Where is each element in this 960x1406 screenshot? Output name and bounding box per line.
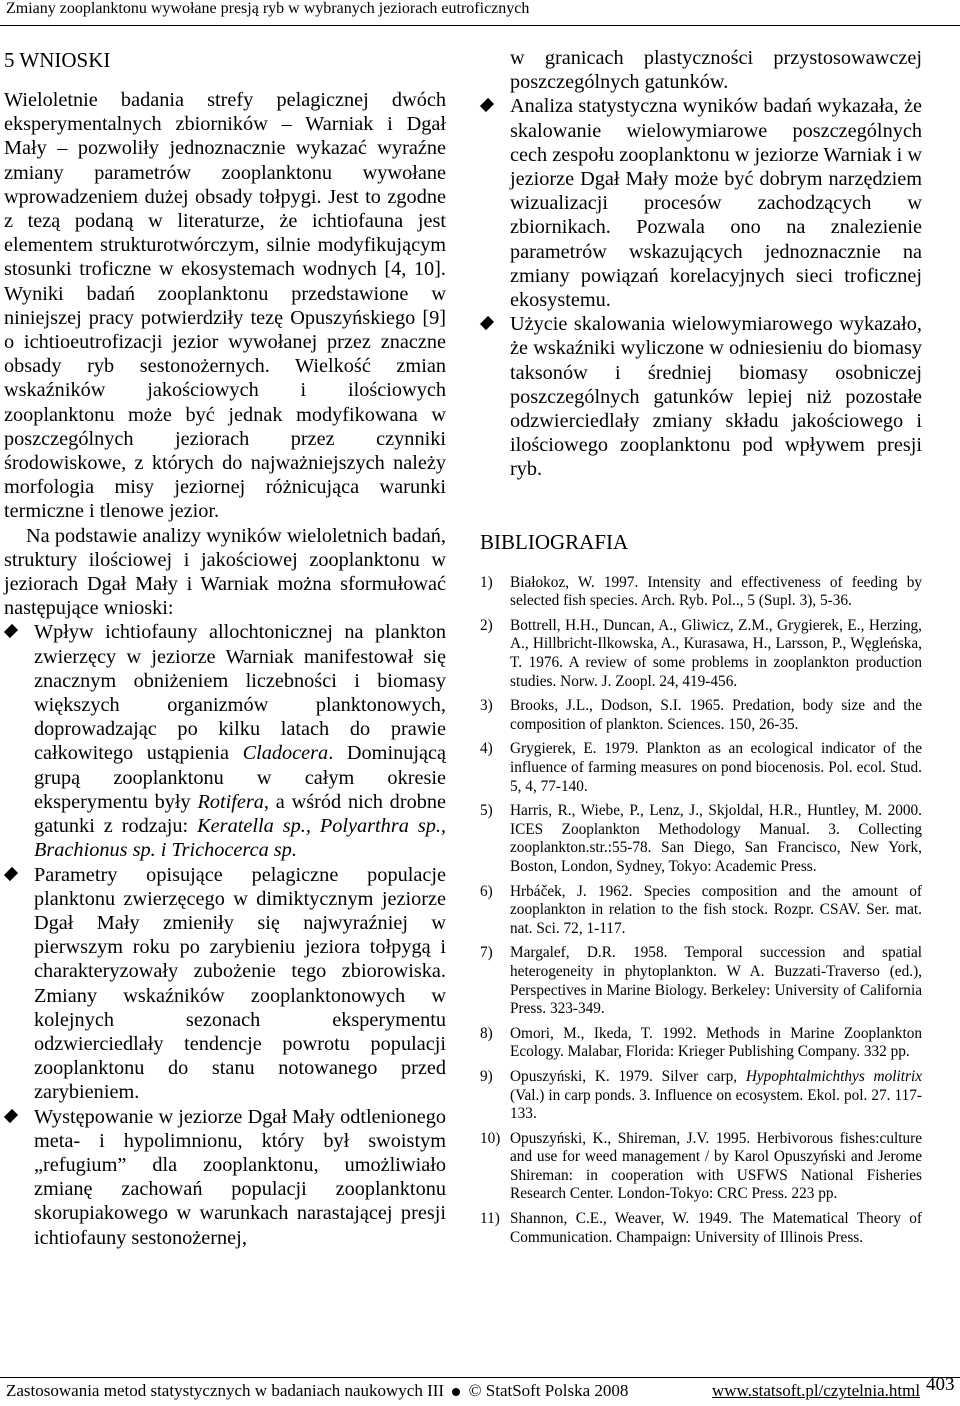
bullet-text: Analiza statystyczna wyników badań wykazała, że skalowanie wielowymiarowe poszczególnych cech zespołu zooplanktonu w jeziorze Warniak i w jeziorze Dgał Mały może być dobrym narzędziem wizualizacji procesów zachodzących w zbiornikach. Pozwala ono na znalezienie parametrów wskazujących jednoznacznie na zmiany powiązań korelacyjnych sieci troficznej ekosystemu. xyxy=(510,95,922,312)
reference-item xyxy=(480,1210,922,1247)
footer-copyright: © StatSoft Polska 2008 xyxy=(468,1381,629,1400)
reference-number: 8) xyxy=(480,1024,493,1042)
paragraph-1: Wieloletnie badania strefy pelagicznej dwóch eksperymentalnych zbiorników – Warniak i Dgał Mały – pozwoliły jednoznacznie wykazać wyraźne zmiany parametrów zooplanktonu wywołane wprowadzeniem dużej obsady tołpygi. Jest to zgodne z tezą podaną w literaturze, że ichtiofauna jest elementem strukturotwórczym, silnie modyfikującym stosunki troficzne w ekosystemach wodnych [4, 10]. Wyniki badań zooplanktonu przedstawione w niniejszej pracy potwierdziły tezę Opuszyńskiego [9] o ichtioeutrofizacji jezior wywołanej przez znaczne obsady ryb sestonożernych. Wielkość zmian wskaźników jakościowych i ilościowych zooplanktonu może być jednak modyfikowana w poszczególnych jeziorach przez czynniki środowiskowe, z których do najważniejszych należy morfologia misy jeziornej różnicująca warunki termiczne i tlenowe jezior. xyxy=(4,89,446,523)
conclusion-item-3-continued: w granicach plastyczności przystosowawczej poszczególnych gatunków. xyxy=(510,47,922,94)
reference-text: Bottrell, H.H., Duncan, A., Gliwicz, Z.M., Grygierek, E., Herzing, A., Hillbricht-Ilkowska, A., Kurasawa, H., Larsson, P., Węgleńska, T. 1976. A review of some problems in zooplankton production studies. Norw. J. Zoopl. 24, 419-456. xyxy=(510,616,922,690)
reference-text: Shannon, C.E., Weaver, W. 1949. The Matematical Theory of Communication. Champaign: University of Illinois Press. xyxy=(510,1210,922,1246)
reference-number: 2) xyxy=(480,616,493,634)
reference-text: Margalef, D.R. 1958. Temporal succession and spatial heterogeneity in phytoplankton. W A. Buzzati-Traverso (ed.), Perspectives in Marine Biology. Berkeley: University of California Press. 323-349. xyxy=(510,944,922,1018)
reference-item xyxy=(480,740,922,796)
diamond-bullet-icon xyxy=(4,1108,18,1122)
taxon-names: Keratella sp., Polyarthra sp., Brachionus sp. i Trichocerca sp. xyxy=(34,815,446,862)
bullet-dot-icon xyxy=(452,1388,460,1396)
reference-number: 11) xyxy=(480,1210,500,1228)
conclusion-item-5 xyxy=(480,312,922,481)
bullet-text: Użycie skalowania wielowymiarowego wykazało, że wskaźniki wyliczone w odniesieniu do biomasy taksonów i średniej biomasy osobniczej poszczególnych gatunków lepiej niż pozostałe odzwierciedlały zmiany składu jakościowego i ilościowego zooplanktonu pod wpływem presji ryb. xyxy=(510,313,922,481)
conclusion-list-continued xyxy=(480,94,922,481)
reference-text: Hrbáček, J. 1962. Species composition and the amount of zooplankton in relation to the fish stock. Rozpr. CSAV. Ser. mat. nat. Sci. 72, 1-117. xyxy=(510,882,922,937)
running-title: Zmiany zooplanktonu wywołane presją ryb w wybranych jeziorach eutroficznych xyxy=(6,0,530,17)
reference-item xyxy=(480,617,922,691)
reference-text: Brooks, J.L., Dodson, S.I. 1965. Predation, body size and the composition of plankton. Sciences. 150, 26-35. xyxy=(510,697,922,733)
taxon-name: Cladocera xyxy=(242,742,329,765)
reference-text: Grygierek, E. 1979. Plankton as an ecological indicator of the influence of farming measures on pond biocenosis. Pol. ecol. Stud. 5, 4, 77-140. xyxy=(510,740,922,795)
bullet-text: . Dominującą grupą zooplanktonu w całym okresie eksperymentu były xyxy=(34,742,447,813)
reference-text: Opuszyński, K. 1979. Silver carp, xyxy=(510,1067,746,1085)
paragraph-2: Na podstawie analizy wyników wieloletnich badań, struktury ilościowej i jakościowej zooplanktonu w jeziorach Dgał Mały i Warniak można sformułować następujące wnioski: xyxy=(4,524,446,620)
reference-number: 9) xyxy=(480,1067,493,1085)
reference-italic: Hypophtalmichthys molitrix xyxy=(745,1067,922,1085)
reference-item xyxy=(480,944,922,1018)
reference-item xyxy=(480,697,922,734)
footer-divider xyxy=(0,1377,960,1378)
left-column xyxy=(4,46,446,1250)
conclusion-list xyxy=(4,620,446,1249)
reference-number: 7) xyxy=(480,944,493,962)
reference-number: 10) xyxy=(480,1129,501,1147)
reference-text: (Val.) in carp ponds. 3. Influence on ecosystem. Ekol. pol. 27. 117-133. xyxy=(510,1086,922,1123)
page-footer xyxy=(6,1374,956,1404)
reference-number: 4) xyxy=(480,740,493,758)
reference-list xyxy=(480,574,922,1248)
reference-item xyxy=(480,574,922,611)
conclusion-item-2 xyxy=(4,863,446,1105)
diamond-bullet-icon xyxy=(4,624,18,638)
reference-text: Opuszyński, K., Shireman, J.V. 1995. Herbivorous fishes:culture and use for weed management / by Karol Opuszyński and Jerome Shireman: in cooperation with USFWS National Fisheries Research Center. London-Tokyo: CRC Press. 223 pp. xyxy=(510,1129,922,1203)
right-column xyxy=(480,46,922,1253)
diamond-bullet-icon xyxy=(480,316,494,330)
diamond-bullet-icon xyxy=(480,98,494,112)
reference-number: 5) xyxy=(480,802,493,820)
bibliography-title: BIBLIOGRAFIA xyxy=(480,529,629,554)
reference-item xyxy=(480,1025,922,1062)
section-title: 5 WNIOSKI xyxy=(4,48,111,72)
reference-item xyxy=(480,883,922,939)
taxon-name: Rotifera xyxy=(197,790,264,813)
bullet-text: , a wśród nich drobne gatunki z rodzaju: xyxy=(34,790,446,838)
reference-item xyxy=(480,1068,922,1124)
conclusion-item-1 xyxy=(4,620,446,862)
reference-text: Białokoz, W. 1997. Intensity and effectiveness of feeding by selected fish species. Arch. Ryb. Pol.., 5 (Supl. 3), 5-36. xyxy=(510,573,922,610)
reference-text: Harris, R., Wiebe, P., Lenz, J., Skjoldal, H.R., Huntley, M. 2000. ICES Zooplankton Methodology Manual. 3. Collecting zooplankton.str.:55-78. San Diego, San Francisco, New York, Boston, London, Sydney, Tokyo: Academic Press. xyxy=(510,802,922,875)
reference-number: 3) xyxy=(480,697,493,715)
page-number: 403 xyxy=(926,1374,955,1395)
footer-text: Zastosowania metod statystycznych w badaniach naukowych III xyxy=(6,1381,445,1400)
bullet-text: Wpływ ichtiofauny allochtonicznej na plankton zwierzęcy w jeziorze Warniak manifestował się znacznym obniżeniem liczebności i biomasy większych organizmów planktonowych, doprowadzając po kilku latach do prawie całkowitego ustąpienia xyxy=(34,621,446,765)
reference-item xyxy=(480,802,922,876)
bullet-text: Występowanie w jeziorze Dgał Mały odtlenionego meta- i hypolimnionu, który był swoistym „refugium” dla zooplanktonu, umożliwiało zmianę zachowań populacji zooplanktonu skorupiakowego w warunkach narastającej presji ichtiofauny sestonożernej, xyxy=(34,1105,446,1249)
reference-text: Omori, M., Ikeda, T. 1992. Methods in Marine Zooplankton Ecology. Malabar, Florida: Krieger Publishing Company. 332 pp. xyxy=(510,1024,922,1061)
reference-number: 6) xyxy=(480,882,493,900)
conclusion-item-3 xyxy=(4,1105,446,1250)
reference-item xyxy=(480,1130,922,1204)
footer-link[interactable]: www.statsoft.pl/czytelnia.html xyxy=(712,1381,921,1400)
reference-number: 1) xyxy=(480,573,493,591)
conclusion-item-4 xyxy=(480,94,922,312)
diamond-bullet-icon xyxy=(4,866,18,880)
header-divider xyxy=(0,25,960,26)
bullet-text: Parametry opisujące pelagiczne populacje planktonu zwierzęcego w dimiktycznym jeziorze Dgał Mały zmieniły się najwyraźniej w pierwszym roku po zarybieniu jeziora tołpygą i charakteryzowały zubożenie tego zbiorowiska. Zmiany wskaźników zooplanktonowych w kolejnych sezonach eksperymentu odzwierciedlały tendencje powrotu populacji zooplanktonu do stanu notowanego przed zarybieniem. xyxy=(34,863,446,1104)
